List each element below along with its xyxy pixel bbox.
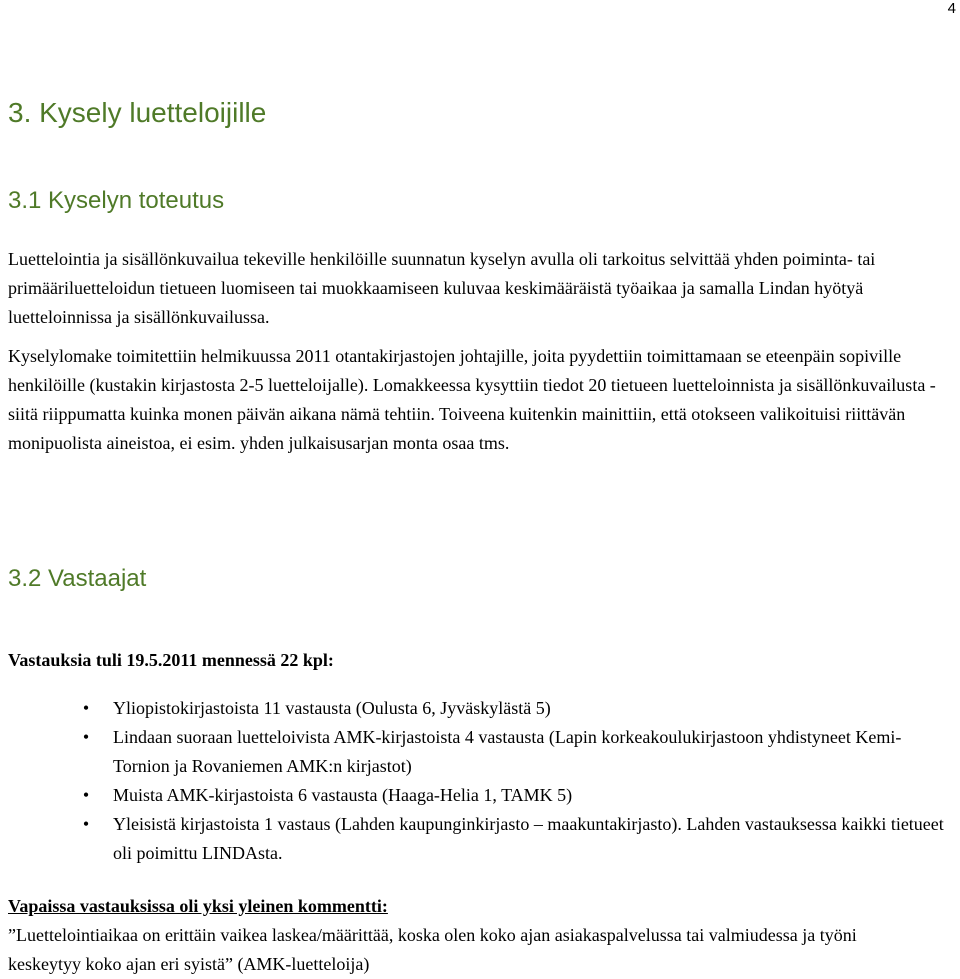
paragraph-survey-purpose: Luettelointia ja sisällönkuvailua tekeville henkilöille suunnatun kyselyn avulla oli tarkoitus selvittää yhden poiminta- tai primääriluetteloidun tietueen luomiseen tai muokkaamiseen kuluvaa keskimääräistä työaikaa ja samalla Lindan hyötyä luetteloinnissa ja sisällönkuvailussa. xyxy=(8,249,876,327)
list-item xyxy=(0,810,954,868)
list-item-text: Yleisistä kirjastoista 1 vastaus (Lahden kaupunginkirjasto – maakuntakirjasto). Lahden vastauksessa kaikki tietueet oli poimittu LINDAsta. xyxy=(113,814,944,863)
subsection-heading-vastaajat: 3.2 Vastaajat xyxy=(8,565,147,592)
paragraph-survey-delivery: Kyselylomake toimitettiin helmikuussa 2011 otantakirjastojen johtajille, joita pyydettiin toimittamaan se eteenpäin sopiville henkilöille (kustakin kirjastosta 2-5 luetteloijalle). Lomakkeessa kysyttiin tiedot 20 tietueen luetteloinnista ja sisällönkuvailusta - siitä riippumatta kuinka monen päivän aikana nämä tehtiin. Toiveena kuitenkin mainittiin, että otokseen valikoituisi riittävän monipuolista aineistoa, ei esim. yhden julkaisusarjan monta osaa tms. xyxy=(8,346,936,453)
list-item-text: Muista AMK-kirjastoista 6 vastausta (Haaga-Helia 1, TAMK 5) xyxy=(113,785,573,805)
responses-heading: Vastauksia tuli 19.5.2011 mennessä 22 kpl: xyxy=(8,650,334,670)
bullet-icon: • xyxy=(82,785,90,805)
comments-heading: Vapaissa vastauksissa oli yksi yleinen kommentti: xyxy=(8,896,388,916)
list-item xyxy=(0,694,954,723)
subsection-heading-kyselyn-toteutus: 3.1 Kyselyn toteutus xyxy=(8,187,225,214)
list-item xyxy=(0,781,954,810)
responses-list xyxy=(0,694,954,868)
section-heading: 3. Kysely luetteloijille xyxy=(8,97,267,128)
list-item-text: Yliopistokirjastoista 11 vastausta (Oulusta 6, Jyväskylästä 5) xyxy=(113,698,551,718)
list-item xyxy=(0,723,954,781)
free-comment-quote: ”Luettelointiaikaa on erittäin vaikea laskea/määrittää, koska olen koko ajan asiakaspalvelussa tai valmiudessa ja työni keskeytyy koko ajan eri syistä” (AMK-luetteloija) xyxy=(8,925,857,974)
bullet-icon: • xyxy=(82,814,90,834)
bullet-icon: • xyxy=(82,727,90,747)
page-number: 4 xyxy=(947,0,956,17)
bullet-icon: • xyxy=(82,698,90,718)
list-item-text: Lindaan suoraan luetteloivista AMK-kirjastoista 4 vastausta (Lapin korkeakoulukirjastoon yhdistyneet Kemi-Tornion ja Rovaniemen AMK:n kirjastot) xyxy=(113,727,902,776)
